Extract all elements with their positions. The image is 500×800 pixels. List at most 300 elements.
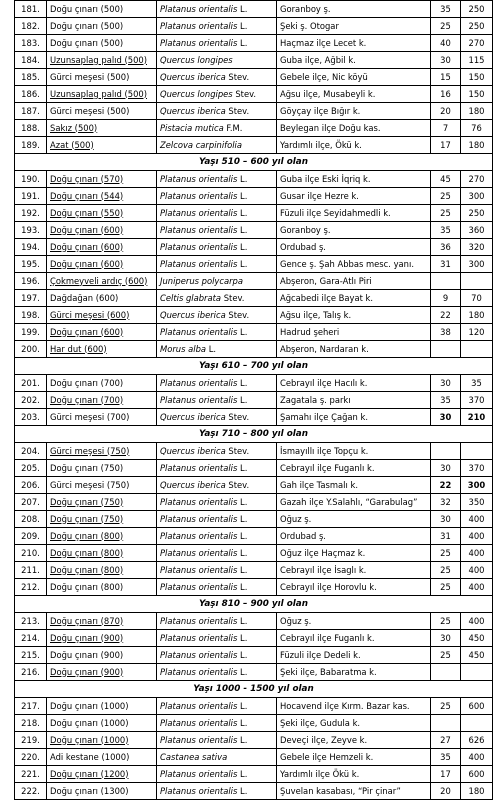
- scientific-name-cell: [157, 205, 277, 222]
- row-number-cell: 204.: [15, 443, 47, 460]
- height-cell: 35: [431, 392, 461, 409]
- latin-name: Platanus orientalis: [160, 37, 238, 48]
- common-name-cell: Doğu çınarı (500): [47, 18, 157, 35]
- author-abbrev: L.: [240, 649, 248, 660]
- scientific-name-cell: [157, 715, 277, 732]
- latin-name: Platanus orientalis: [160, 394, 238, 405]
- scientific-name-cell: [157, 562, 277, 579]
- scientific-name-cell: [157, 460, 277, 477]
- circumference-cell: 400: [461, 749, 493, 766]
- author-abbrev: Stev.: [228, 105, 250, 116]
- height-cell: 32: [431, 494, 461, 511]
- scientific-name-cell: [157, 579, 277, 596]
- table-row: [15, 494, 493, 511]
- circumference-cell: 400: [461, 562, 493, 579]
- height-cell: 27: [431, 732, 461, 749]
- common-name-cell: Doğu çınarı (800): [47, 562, 157, 579]
- author-abbrev: Stev.: [228, 309, 250, 320]
- scientific-name-cell: [157, 256, 277, 273]
- table-row: [15, 137, 493, 154]
- table-row: [15, 749, 493, 766]
- height-cell: 31: [431, 256, 461, 273]
- table-row: [15, 1, 493, 18]
- latin-name: Quercus iberica: [160, 309, 226, 320]
- scientific-name-cell: [157, 18, 277, 35]
- common-name-cell: Doğu çınarı (500): [47, 35, 157, 52]
- circumference-cell: 70: [461, 290, 493, 307]
- location-cell: Ağcabedi ilçe Bayat k.: [277, 290, 431, 307]
- latin-name: Platanus orientalis: [160, 190, 238, 201]
- document-page: [14, 0, 492, 800]
- table-row: [15, 18, 493, 35]
- height-cell: 15: [431, 69, 461, 86]
- common-name-cell: Doğu çınarı (750): [47, 460, 157, 477]
- height-cell: 30: [431, 409, 461, 426]
- scientific-name-cell: [157, 528, 277, 545]
- table-row: [15, 375, 493, 392]
- section-title: Yaşı 610 – 700 yıl olan: [15, 358, 493, 375]
- scientific-name-cell: [157, 443, 277, 460]
- section-header-row: [15, 681, 493, 698]
- latin-name: Platanus orientalis: [160, 649, 238, 660]
- author-abbrev: F.M.: [226, 122, 243, 133]
- common-name-cell: Doğu çınarı (900): [47, 630, 157, 647]
- common-name-cell: Doğu çınarı (700): [47, 392, 157, 409]
- height-cell: [431, 715, 461, 732]
- row-number-cell: 186.: [15, 86, 47, 103]
- row-number-cell: 200.: [15, 341, 47, 358]
- circumference-cell: 450: [461, 647, 493, 664]
- author-abbrev: L.: [240, 734, 248, 745]
- circumference-cell: 626: [461, 732, 493, 749]
- monument-trees-table: [14, 0, 493, 800]
- common-name-cell: Doğu çınarı (600): [47, 324, 157, 341]
- table-row: [15, 715, 493, 732]
- table-row: [15, 409, 493, 426]
- location-cell: Cebrayıl ilçe Horovlu k.: [277, 579, 431, 596]
- row-number-cell: 194.: [15, 239, 47, 256]
- table-row: [15, 120, 493, 137]
- location-cell: Ağsu ilçe, Musabeyli k.: [277, 86, 431, 103]
- table-row: [15, 528, 493, 545]
- latin-name: Morus alba: [160, 343, 207, 354]
- location-cell: Guba ilçe Eski İqriq k.: [277, 171, 431, 188]
- height-cell: 25: [431, 647, 461, 664]
- table-row: [15, 460, 493, 477]
- common-name-cell: Doğu çınarı (800): [47, 528, 157, 545]
- location-cell: Ordubad ş.: [277, 239, 431, 256]
- height-cell: 35: [431, 222, 461, 239]
- height-cell: 35: [431, 749, 461, 766]
- common-name-cell: Dağdağan (600): [47, 290, 157, 307]
- row-number-cell: 210.: [15, 545, 47, 562]
- scientific-name-cell: [157, 171, 277, 188]
- row-number-cell: 199.: [15, 324, 47, 341]
- circumference-cell: [461, 273, 493, 290]
- scientific-name-cell: [157, 341, 277, 358]
- height-cell: 20: [431, 103, 461, 120]
- circumference-cell: 180: [461, 103, 493, 120]
- scientific-name-cell: [157, 749, 277, 766]
- author-abbrev: L.: [240, 581, 248, 592]
- scientific-name-cell: [157, 120, 277, 137]
- scientific-name-cell: [157, 511, 277, 528]
- common-name-cell: Doğu çınarı (1000): [47, 698, 157, 715]
- location-cell: Ağsu ilçe, Talış k.: [277, 307, 431, 324]
- circumference-cell: 180: [461, 137, 493, 154]
- height-cell: 40: [431, 35, 461, 52]
- latin-name: Platanus orientalis: [160, 564, 238, 575]
- table-row: [15, 290, 493, 307]
- table-row: [15, 103, 493, 120]
- scientific-name-cell: [157, 86, 277, 103]
- table-row: [15, 52, 493, 69]
- location-cell: Goranboy ş.: [277, 222, 431, 239]
- latin-name: Platanus orientalis: [160, 326, 238, 337]
- row-number-cell: 211.: [15, 562, 47, 579]
- table-row: [15, 511, 493, 528]
- author-abbrev: L.: [240, 462, 248, 473]
- location-cell: Abşeron, Gara-Atlı Piri: [277, 273, 431, 290]
- common-name-cell: Doğu çınarı (700): [47, 375, 157, 392]
- table-row: [15, 392, 493, 409]
- circumference-cell: 120: [461, 324, 493, 341]
- latin-name: Celtis glabrata: [160, 292, 222, 303]
- table-row: [15, 613, 493, 630]
- author-abbrev: L.: [240, 717, 248, 728]
- height-cell: [431, 273, 461, 290]
- row-number-cell: 206.: [15, 477, 47, 494]
- common-name-cell: Gürci meşesi (750): [47, 477, 157, 494]
- section-header-row: [15, 358, 493, 375]
- circumference-cell: 270: [461, 171, 493, 188]
- row-number-cell: 217.: [15, 698, 47, 715]
- circumference-cell: 150: [461, 69, 493, 86]
- common-name-cell: Çokmeyveli ardıç (600): [47, 273, 157, 290]
- scientific-name-cell: [157, 324, 277, 341]
- table-row: [15, 783, 493, 800]
- latin-name: Quercus iberica: [160, 71, 226, 82]
- author-abbrev: L.: [240, 547, 248, 558]
- height-cell: 25: [431, 562, 461, 579]
- circumference-cell: 320: [461, 239, 493, 256]
- table-row: [15, 579, 493, 596]
- height-cell: 30: [431, 460, 461, 477]
- section-title: Yaşı 810 – 900 yıl olan: [15, 596, 493, 613]
- table-row: [15, 664, 493, 681]
- author-abbrev: L.: [240, 3, 248, 14]
- location-cell: Gusar ilçe Hezre k.: [277, 188, 431, 205]
- location-cell: Oğuz ş.: [277, 613, 431, 630]
- table-row: [15, 443, 493, 460]
- latin-name: Castanea sativa: [160, 751, 228, 762]
- row-number-cell: 188.: [15, 120, 47, 137]
- section-title: Yaşı 710 – 800 yıl olan: [15, 426, 493, 443]
- table-row: [15, 766, 493, 783]
- common-name-cell: Doğu çınarı (800): [47, 545, 157, 562]
- height-cell: 25: [431, 545, 461, 562]
- location-cell: Yardımlı ilçe, Ökü k.: [277, 137, 431, 154]
- scientific-name-cell: [157, 613, 277, 630]
- table-row: [15, 324, 493, 341]
- circumference-cell: [461, 664, 493, 681]
- latin-name: Platanus orientalis: [160, 768, 238, 779]
- author-abbrev: Stev.: [228, 411, 250, 422]
- latin-name: Platanus orientalis: [160, 785, 238, 796]
- row-number-cell: 189.: [15, 137, 47, 154]
- location-cell: Şeki ş. Otogar: [277, 18, 431, 35]
- circumference-cell: 600: [461, 698, 493, 715]
- scientific-name-cell: [157, 545, 277, 562]
- author-abbrev: Stev.: [235, 88, 257, 99]
- author-abbrev: L.: [240, 513, 248, 524]
- author-abbrev: L.: [240, 496, 248, 507]
- latin-name: Platanus orientalis: [160, 462, 238, 473]
- common-name-cell: Doğu çınarı (550): [47, 205, 157, 222]
- row-number-cell: 222.: [15, 783, 47, 800]
- circumference-cell: 250: [461, 18, 493, 35]
- location-cell: Göyçay ilçe Bığır k.: [277, 103, 431, 120]
- latin-name: Platanus orientalis: [160, 530, 238, 541]
- common-name-cell: Doğu çınarı (900): [47, 647, 157, 664]
- row-number-cell: 221.: [15, 766, 47, 783]
- latin-name: Platanus orientalis: [160, 496, 238, 507]
- author-abbrev: Stev.: [228, 71, 250, 82]
- common-name-cell: Uzunsaplag palıd (500): [47, 86, 157, 103]
- scientific-name-cell: [157, 273, 277, 290]
- row-number-cell: 183.: [15, 35, 47, 52]
- table-row: [15, 698, 493, 715]
- latin-name: Platanus orientalis: [160, 20, 238, 31]
- scientific-name-cell: [157, 307, 277, 324]
- author-abbrev: L.: [240, 37, 248, 48]
- height-cell: 25: [431, 613, 461, 630]
- height-cell: 25: [431, 18, 461, 35]
- scientific-name-cell: [157, 103, 277, 120]
- circumference-cell: [461, 341, 493, 358]
- latin-name: Quercus iberica: [160, 445, 226, 456]
- table-row: [15, 256, 493, 273]
- height-cell: 38: [431, 324, 461, 341]
- scientific-name-cell: [157, 239, 277, 256]
- table-row: [15, 477, 493, 494]
- circumference-cell: 180: [461, 783, 493, 800]
- common-name-cell: Gürci meşesi (700): [47, 409, 157, 426]
- row-number-cell: 192.: [15, 205, 47, 222]
- row-number-cell: 182.: [15, 18, 47, 35]
- table-row: [15, 562, 493, 579]
- common-name-cell: Doğu çınarı (1000): [47, 715, 157, 732]
- location-cell: Gebele ilçe, Nic köyü: [277, 69, 431, 86]
- table-row: [15, 171, 493, 188]
- height-cell: 30: [431, 52, 461, 69]
- section-title: Yaşı 1000 - 1500 yıl olan: [15, 681, 493, 698]
- height-cell: 30: [431, 511, 461, 528]
- scientific-name-cell: [157, 732, 277, 749]
- latin-name: Quercus iberica: [160, 105, 226, 116]
- circumference-cell: [461, 443, 493, 460]
- latin-name: Platanus orientalis: [160, 207, 238, 218]
- scientific-name-cell: [157, 137, 277, 154]
- common-name-cell: Gürci meşesi (500): [47, 69, 157, 86]
- circumference-cell: 35: [461, 375, 493, 392]
- scientific-name-cell: [157, 35, 277, 52]
- common-name-cell: Har dut (600): [47, 341, 157, 358]
- circumference-cell: 76: [461, 120, 493, 137]
- scientific-name-cell: [157, 52, 277, 69]
- common-name-cell: Doğu çınarı (1200): [47, 766, 157, 783]
- common-name-cell: Doğu çınarı (1000): [47, 732, 157, 749]
- location-cell: Beylegan ilçe Doğu kas.: [277, 120, 431, 137]
- common-name-cell: Doğu çınarı (1300): [47, 783, 157, 800]
- row-number-cell: 191.: [15, 188, 47, 205]
- latin-name: Quercus longipes: [160, 54, 233, 65]
- table-row: [15, 35, 493, 52]
- height-cell: 22: [431, 307, 461, 324]
- latin-name: Pistacia mutica: [160, 122, 224, 133]
- height-cell: 30: [431, 630, 461, 647]
- latin-name: Platanus orientalis: [160, 666, 238, 677]
- row-number-cell: 203.: [15, 409, 47, 426]
- height-cell: 7: [431, 120, 461, 137]
- location-cell: Yardımlı ilçe Ökü k.: [277, 766, 431, 783]
- latin-name: Platanus orientalis: [160, 717, 238, 728]
- location-cell: Cebrayıl ilçe İsaglı k.: [277, 562, 431, 579]
- height-cell: 9: [431, 290, 461, 307]
- common-name-cell: Gürci meşesi (500): [47, 103, 157, 120]
- latin-name: Platanus orientalis: [160, 513, 238, 524]
- row-number-cell: 216.: [15, 664, 47, 681]
- location-cell: Haçmaz ilçe Lecet k.: [277, 35, 431, 52]
- row-number-cell: 201.: [15, 375, 47, 392]
- row-number-cell: 185.: [15, 69, 47, 86]
- author-abbrev: L.: [240, 394, 248, 405]
- scientific-name-cell: [157, 783, 277, 800]
- row-number-cell: 208.: [15, 511, 47, 528]
- location-cell: Şeki ilçe, Gudula k.: [277, 715, 431, 732]
- circumference-cell: 400: [461, 511, 493, 528]
- common-name-cell: Doğu çınarı (544): [47, 188, 157, 205]
- circumference-cell: 400: [461, 579, 493, 596]
- row-number-cell: 205.: [15, 460, 47, 477]
- circumference-cell: 450: [461, 630, 493, 647]
- height-cell: [431, 341, 461, 358]
- circumference-cell: 210: [461, 409, 493, 426]
- author-abbrev: L.: [208, 343, 217, 354]
- location-cell: Ordubad ş.: [277, 528, 431, 545]
- latin-name: Platanus orientalis: [160, 241, 238, 252]
- scientific-name-cell: [157, 1, 277, 18]
- location-cell: Gebele ilçe Hemzeli k.: [277, 749, 431, 766]
- scientific-name-cell: [157, 647, 277, 664]
- location-cell: Cebrayıl ilçe Fuganlı k.: [277, 460, 431, 477]
- table-row: [15, 273, 493, 290]
- row-number-cell: 181.: [15, 1, 47, 18]
- section-header-row: [15, 154, 493, 171]
- latin-name: Platanus orientalis: [160, 173, 238, 184]
- scientific-name-cell: [157, 664, 277, 681]
- circumference-cell: 370: [461, 460, 493, 477]
- height-cell: 22: [431, 477, 461, 494]
- table-row: [15, 205, 493, 222]
- location-cell: İsmayıllı ilçe Topçu k.: [277, 443, 431, 460]
- table-row: [15, 545, 493, 562]
- common-name-cell: Doğu çınarı (600): [47, 222, 157, 239]
- latin-name: Platanus orientalis: [160, 615, 238, 626]
- latin-name: Platanus orientalis: [160, 547, 238, 558]
- scientific-name-cell: [157, 409, 277, 426]
- author-abbrev: Stev.: [223, 292, 245, 303]
- scientific-name-cell: [157, 375, 277, 392]
- table-row: [15, 86, 493, 103]
- author-abbrev: L.: [240, 615, 248, 626]
- circumference-cell: 360: [461, 222, 493, 239]
- common-name-cell: Doğu çınarı (570): [47, 171, 157, 188]
- row-number-cell: 212.: [15, 579, 47, 596]
- common-name-cell: Doğu çınarı (870): [47, 613, 157, 630]
- circumference-cell: 300: [461, 477, 493, 494]
- author-abbrev: Stev.: [228, 445, 250, 456]
- table-row: [15, 222, 493, 239]
- row-number-cell: 214.: [15, 630, 47, 647]
- author-abbrev: L.: [240, 632, 248, 643]
- scientific-name-cell: [157, 222, 277, 239]
- common-name-cell: Adi kestane (1000): [47, 749, 157, 766]
- location-cell: Şeki ilçe, Babaratma k.: [277, 664, 431, 681]
- circumference-cell: 300: [461, 256, 493, 273]
- row-number-cell: 197.: [15, 290, 47, 307]
- author-abbrev: L.: [240, 530, 248, 541]
- circumference-cell: 370: [461, 392, 493, 409]
- common-name-cell: Doğu çınarı (750): [47, 511, 157, 528]
- location-cell: Şamahı ilçe Çağan k.: [277, 409, 431, 426]
- height-cell: 35: [431, 1, 461, 18]
- row-number-cell: 207.: [15, 494, 47, 511]
- location-cell: Zagatala ş. parkı: [277, 392, 431, 409]
- circumference-cell: 250: [461, 205, 493, 222]
- table-row: [15, 647, 493, 664]
- table-body: [15, 1, 493, 800]
- circumference-cell: 150: [461, 86, 493, 103]
- common-name-cell: Doğu çınarı (750): [47, 494, 157, 511]
- author-abbrev: L.: [240, 173, 248, 184]
- row-number-cell: 195.: [15, 256, 47, 273]
- row-number-cell: 187.: [15, 103, 47, 120]
- table-row: [15, 69, 493, 86]
- circumference-cell: 400: [461, 528, 493, 545]
- scientific-name-cell: [157, 69, 277, 86]
- height-cell: 31: [431, 528, 461, 545]
- author-abbrev: L.: [240, 241, 248, 252]
- row-number-cell: 190.: [15, 171, 47, 188]
- section-title: Yaşı 510 – 600 yıl olan: [15, 154, 493, 171]
- common-name-cell: Gürci meşesi (600): [47, 307, 157, 324]
- table-row: [15, 188, 493, 205]
- location-cell: Hadrud şeheri: [277, 324, 431, 341]
- latin-name: Platanus orientalis: [160, 632, 238, 643]
- author-abbrev: L.: [240, 224, 248, 235]
- author-abbrev: L.: [240, 377, 248, 388]
- latin-name: Zelcova carpinifolia: [160, 139, 243, 150]
- latin-name: Juniperus polycarpa: [160, 275, 244, 286]
- height-cell: 17: [431, 766, 461, 783]
- location-cell: Goranboy ş.: [277, 1, 431, 18]
- location-cell: Guba ilçe, Ağbil k.: [277, 52, 431, 69]
- height-cell: 17: [431, 137, 461, 154]
- scientific-name-cell: [157, 477, 277, 494]
- latin-name: Platanus orientalis: [160, 3, 238, 14]
- circumference-cell: 270: [461, 35, 493, 52]
